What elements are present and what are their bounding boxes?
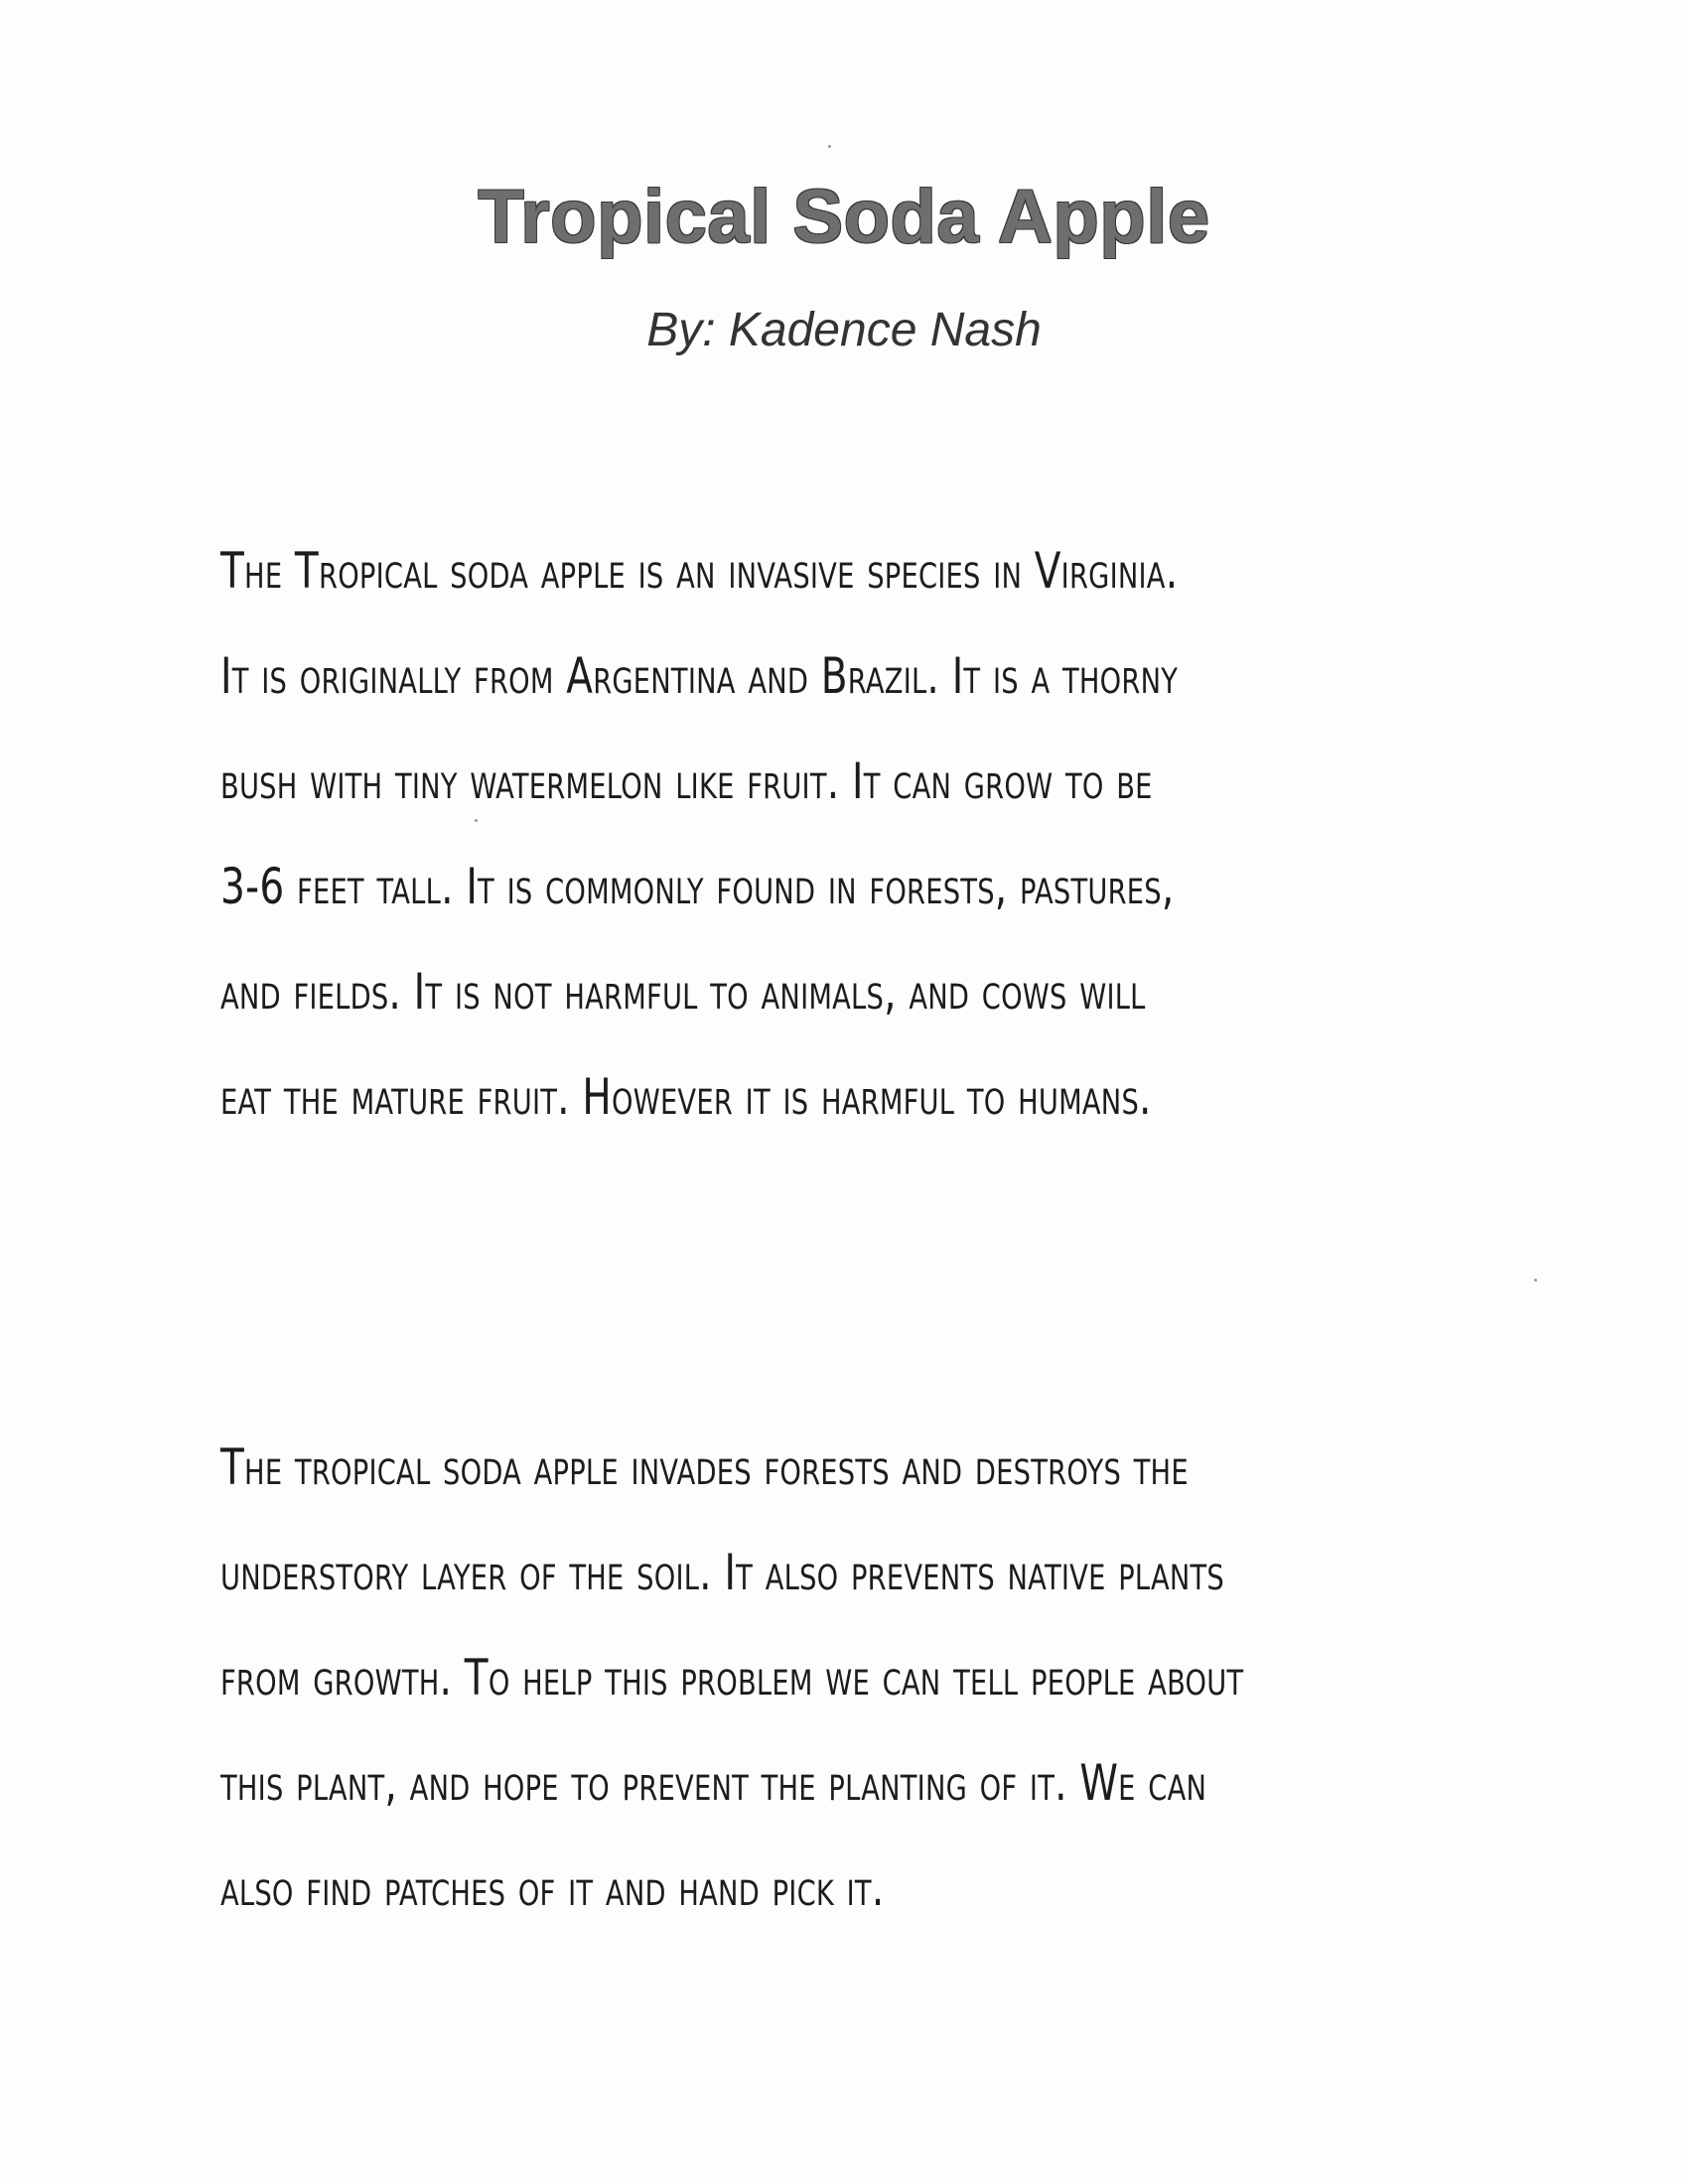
scan-speck — [1534, 1279, 1537, 1282]
paragraph-line: The Tropical soda apple is an invasive species in Virginia. — [220, 542, 1179, 600]
paragraph-line: It is originally from Argentina and Brazil. It is a thorny — [220, 647, 1179, 705]
document-title: Tropical Soda Apple — [478, 175, 1210, 259]
paragraph-line: 3-6 feet tall. It is commonly found in forests, pastures, — [220, 858, 1175, 915]
paragraph-line: and fields. It is not harmful to animals, and cows will — [220, 963, 1146, 1021]
scan-speck — [828, 145, 831, 148]
paragraph-line: also find patches of it and hand pick it. — [220, 1859, 885, 1917]
paragraph-line: eat the mature fruit. However it is harmful to humans. — [220, 1068, 1152, 1126]
paragraph-line: from growth. To help this problem we can tell people about — [220, 1649, 1244, 1706]
paragraph-line: understory layer of the soil. It also prevents native plants — [220, 1544, 1225, 1601]
paragraph-line: this plant, and hope to prevent the planting of it. We can — [220, 1754, 1207, 1812]
paragraph-line: The tropical soda apple invades forests and destroys the — [220, 1438, 1189, 1496]
paragraph-intro — [220, 518, 1227, 1150]
paragraph-line: bush with tiny watermelon like fruit. It can grow to be — [220, 752, 1153, 810]
scan-speck — [475, 819, 478, 822]
paragraph-impact — [220, 1415, 1244, 1941]
author-byline: By: Kadence Nash — [646, 304, 1042, 356]
